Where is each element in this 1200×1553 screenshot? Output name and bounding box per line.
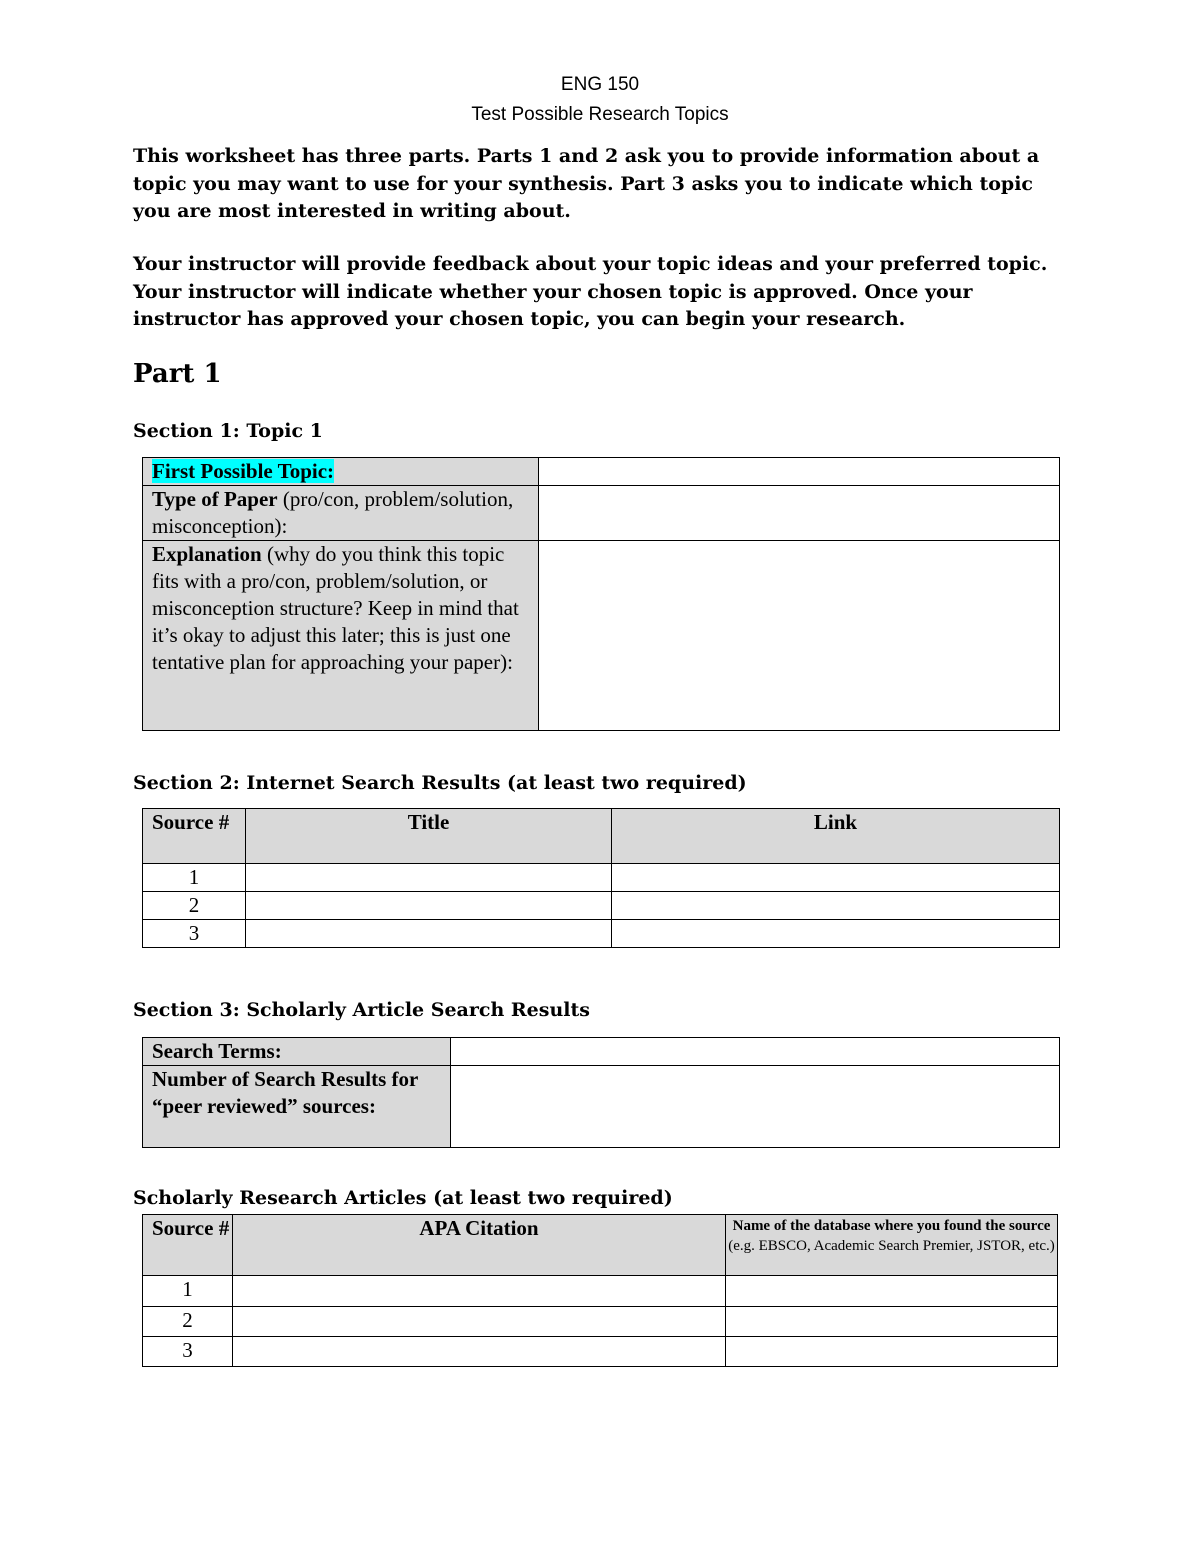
- apa-citation-header: APA Citation: [233, 1215, 726, 1276]
- section-2-heading: Section 2: Internet Search Results (at least two required): [133, 772, 747, 794]
- topic-label-cell: [143, 458, 539, 486]
- num-results-label-cell: [143, 1066, 451, 1148]
- link-input-cell[interactable]: [612, 920, 1060, 948]
- apa-citation-input-cell[interactable]: [233, 1307, 726, 1337]
- internet-results-table: [142, 808, 1060, 948]
- apa-citation-input-cell[interactable]: [233, 1337, 726, 1367]
- article-source-number-cell: 2: [143, 1307, 233, 1337]
- search-terms-input-cell[interactable]: [451, 1038, 1060, 1066]
- link-input-cell[interactable]: [612, 892, 1060, 920]
- database-header: [726, 1215, 1058, 1276]
- database-header-hint: (e.g. EBSCO, Academic Search Premier, JSTOR, etc.): [728, 1238, 1055, 1254]
- explanation-input-cell[interactable]: [539, 541, 1060, 731]
- intro-paragraph-1: This worksheet has three parts. Parts 1 and 2 ask you to provide information about a topic you may want to use for your synthesis. Part 3 asks you to indicate which topic you are most interested in writing about.: [133, 145, 1040, 222]
- apa-citation-input-cell[interactable]: [233, 1276, 726, 1307]
- link-header: Link: [612, 809, 1060, 864]
- database-header-label: Name of the database where you found the source: [732, 1218, 1051, 1234]
- articles-heading: Scholarly Research Articles (at least two required): [133, 1187, 673, 1209]
- search-terms-label-cell: [143, 1038, 451, 1066]
- source-number-cell: 2: [143, 892, 246, 920]
- topic-input-cell[interactable]: [539, 458, 1060, 486]
- search-terms-label: Search Terms:: [152, 1039, 282, 1063]
- topic-table: [142, 457, 1060, 731]
- paper-type-input-cell[interactable]: [539, 486, 1060, 541]
- title-input-cell[interactable]: [246, 864, 612, 892]
- intro-paragraph-2: Your instructor will provide feedback about your topic ideas and your preferred topic. Your instructor will indicate whether your chosen topic is approved. Once your instructor has approved your chosen topic, you can begin your research.: [133, 253, 1048, 330]
- title-input-cell[interactable]: [246, 892, 612, 920]
- link-input-cell[interactable]: [612, 864, 1060, 892]
- source-number-cell: 1: [143, 864, 246, 892]
- course-code: ENG 150: [560, 74, 640, 95]
- explanation-label: Explanation: [152, 542, 262, 566]
- paper-type-label-cell: [143, 486, 539, 541]
- articles-table: [142, 1214, 1058, 1367]
- source-number-header: Source #: [143, 809, 246, 864]
- section-1-heading: Section 1: Topic 1: [133, 420, 323, 442]
- paper-type-hint: (pro/con, problem/solution, misconception):: [152, 487, 514, 538]
- part-1-heading: Part 1: [133, 359, 222, 389]
- explanation-label-cell: [143, 541, 539, 731]
- num-results-label: Number of Search Results for “peer reviewed” sources:: [152, 1067, 418, 1118]
- database-input-cell[interactable]: [726, 1276, 1058, 1307]
- title-header: Title: [246, 809, 612, 864]
- scholarly-search-table: [142, 1037, 1060, 1148]
- title-input-cell[interactable]: [246, 920, 612, 948]
- paper-type-label: Type of Paper: [152, 487, 278, 511]
- source-number-cell: 3: [143, 920, 246, 948]
- article-source-number-header: Source #: [143, 1215, 233, 1276]
- database-input-cell[interactable]: [726, 1337, 1058, 1367]
- explanation-hint: (why do you think this topic fits with a pro/con, problem/solution, or misconception structure? Keep in mind that it’s okay to adjust this later; this is just one tentative plan for approaching your paper):: [152, 542, 519, 674]
- num-results-input-cell[interactable]: [451, 1066, 1060, 1148]
- database-input-cell[interactable]: [726, 1307, 1058, 1337]
- article-source-number-cell: 1: [143, 1276, 233, 1307]
- first-topic-label: First Possible Topic:: [152, 459, 335, 483]
- section-3-heading: Section 3: Scholarly Article Search Results: [133, 999, 590, 1021]
- article-source-number-cell: 3: [143, 1337, 233, 1367]
- page-title: Test Possible Research Topics: [471, 104, 729, 125]
